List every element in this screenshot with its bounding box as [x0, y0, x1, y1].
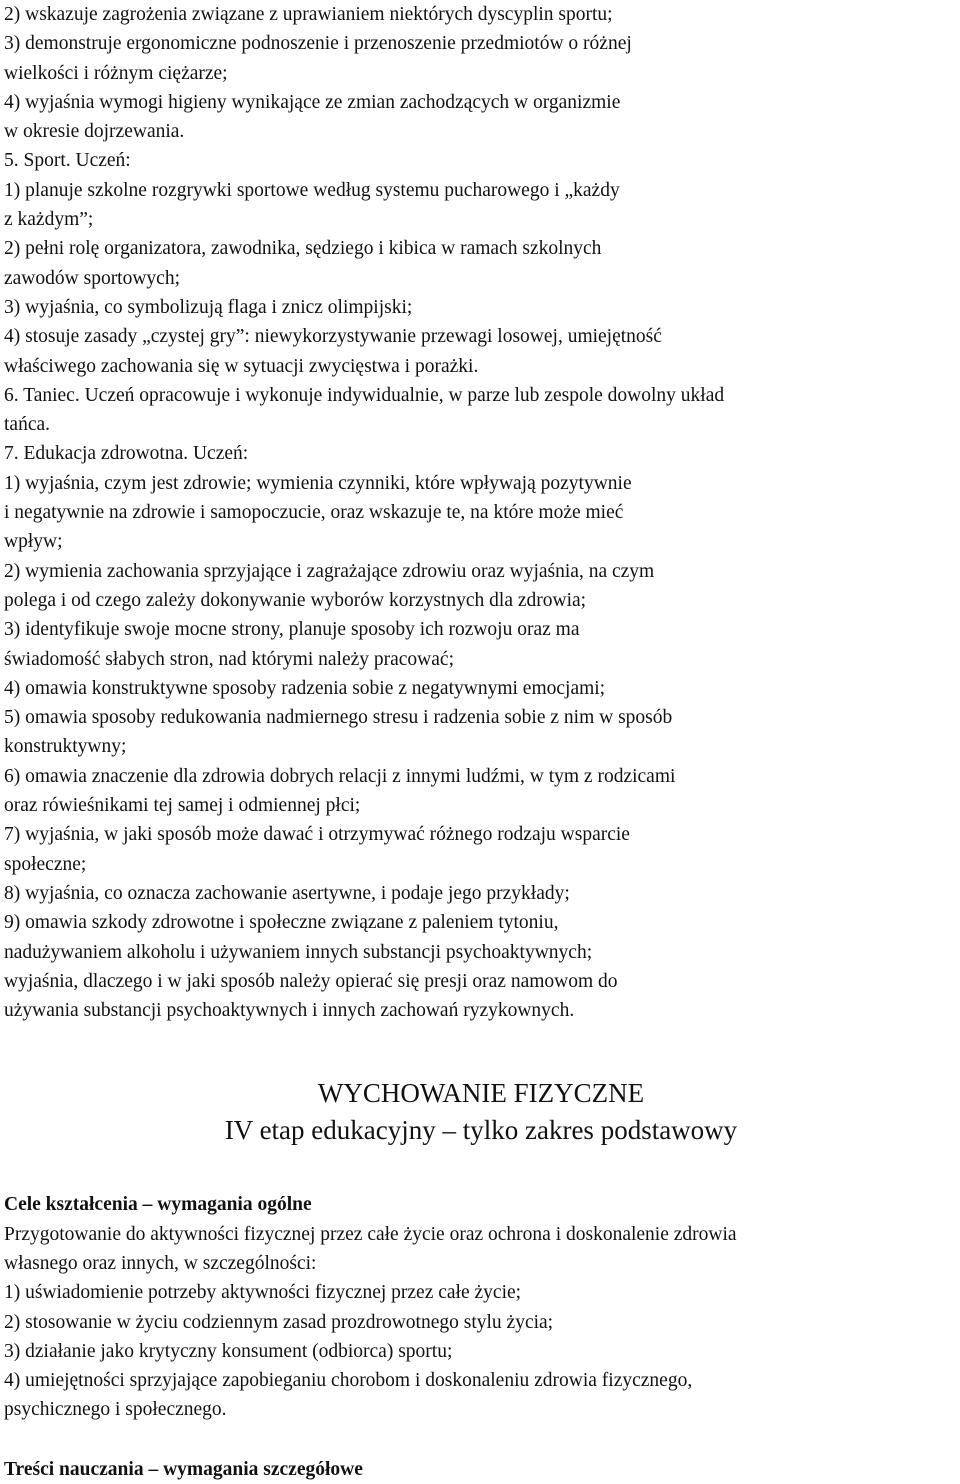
goals-line: własnego oraz innych, w szczególności:	[4, 1252, 317, 1274]
text-line: 5) omawia sposoby redukowania nadmiernego stresu i radzenia sobie z nim w sposób	[4, 707, 673, 729]
text-line: zawodów sportowych;	[4, 267, 181, 289]
goals-line: 4) umiejętności sprzyjające zapobieganiu chorobom i doskonaleniu zdrowia fizycznego,	[4, 1370, 693, 1392]
text-line: 1) planuje szkolne rozgrywki sportowe według systemu pucharowego i „każdy	[4, 179, 620, 201]
text-line: 4) stosuje zasady „czystej gry”: niewykorzystywanie przewagi losowej, umiejętność	[4, 326, 662, 348]
goals-block	[4, 1190, 958, 1484]
text-line: wyjaśnia, dlaczego i w jaki sposób należy opierać się presji oraz namowom do	[4, 970, 618, 992]
text-line: 4) wyjaśnia wymogi higieny wynikające ze zmian zachodzących w organizmie	[4, 91, 621, 113]
text-line: 9) omawia szkody zdrowotne i społeczne związane z paleniem tytoniu,	[4, 912, 559, 934]
text-line: 5. Sport. Uczeń:	[4, 150, 131, 172]
text-line: tańca.	[4, 414, 51, 436]
goals-line: Przygotowanie do aktywności fizycznej przez całe życie oraz ochrona i doskonalenie zdrowia	[4, 1223, 737, 1245]
text-line: wielkości i różnym ciężarze;	[4, 62, 228, 84]
text-line: konstruktywny;	[4, 736, 127, 758]
section-subtitle: IV etap edukacyjny – tylko zakres podstawowy	[224, 1115, 738, 1146]
goals-title: Cele kształcenia – wymagania ogólne	[4, 1194, 312, 1216]
text-line: wpływ;	[4, 531, 63, 553]
text-line: świadomość słabych stron, nad którymi należy pracować;	[4, 648, 454, 670]
text-line: z każdym”;	[4, 209, 94, 231]
text-line: właściwego zachowania się w sytuacji zwycięstwa i porażki.	[4, 355, 479, 377]
text-line: 2) wymienia zachowania sprzyjające i zagrażające zdrowiu oraz wyjaśnia, na czym	[4, 560, 655, 582]
text-line: 2) wskazuje zagrożenia związane z uprawianiem niektórych dyscyplin sportu;	[4, 4, 613, 25]
top-text-block	[4, 0, 958, 1025]
goals-line: psychicznego i społecznego.	[4, 1399, 227, 1421]
text-line: 3) identyfikuje swoje mocne strony, planuje sposoby ich rozwoju oraz ma	[4, 619, 580, 641]
text-line: i negatywnie na zdrowie i samopoczucie, oraz wskazuje te, na które może mieć	[4, 502, 624, 524]
content-title: Treści nauczania – wymagania szczegółowe	[4, 1458, 363, 1480]
text-line: 7. Edukacja zdrowotna. Uczeń:	[4, 443, 249, 465]
section-heading	[4, 1075, 958, 1148]
text-line: 3) wyjaśnia, co symbolizują flaga i znicz olimpijski;	[4, 296, 413, 318]
text-line: 1) wyjaśnia, czym jest zdrowie; wymienia czynniki, które wpływają pozytywnie	[4, 472, 632, 494]
goals-line: 1) uświadomienie potrzeby aktywności fizycznej przez całe życie;	[4, 1282, 522, 1304]
goals-line: 2) stosowanie w życiu codziennym zasad prozdrowotnego stylu życia;	[4, 1311, 554, 1333]
text-line: 6. Taniec. Uczeń opracowuje i wykonuje indywidualnie, w parze lub zespole dowolny układ	[4, 384, 725, 406]
text-line: nadużywaniem alkoholu i używaniem innych substancji psychoaktywnych;	[4, 941, 593, 963]
text-line: używania substancji psychoaktywnych i innych zachowań ryzykownych.	[4, 1000, 575, 1022]
goals-line: 3) działanie jako krytyczny konsument (odbiorca) sportu;	[4, 1340, 453, 1362]
text-line: 3) demonstruje ergonomiczne podnoszenie i przenoszenie przedmiotów o różnej	[4, 33, 632, 55]
text-line: 6) omawia znaczenie dla zdrowia dobrych relacji z innymi ludźmi, w tym z rodzicami	[4, 765, 676, 787]
text-line: 8) wyjaśnia, co oznacza zachowanie asertywne, i podaje jego przykłady;	[4, 882, 570, 904]
text-line: społeczne;	[4, 853, 87, 875]
text-line: polega i od czego zależy dokonywanie wyborów korzystnych dla zdrowia;	[4, 589, 587, 611]
section-title: WYCHOWANIE FIZYCZNE	[317, 1078, 645, 1109]
text-line: 4) omawia konstruktywne sposoby radzenia sobie z negatywnymi emocjami;	[4, 677, 606, 699]
text-line: 7) wyjaśnia, w jaki sposób może dawać i otrzymywać różnego rodzaju wsparcie	[4, 824, 630, 846]
text-line: w okresie dojrzewania.	[4, 121, 185, 143]
text-line: 2) pełni rolę organizatora, zawodnika, sędziego i kibica w ramach szkolnych	[4, 238, 602, 260]
spacer	[4, 1425, 958, 1455]
text-line: oraz rówieśnikami tej samej i odmiennej płci;	[4, 795, 361, 817]
document-page	[4, 0, 958, 1484]
